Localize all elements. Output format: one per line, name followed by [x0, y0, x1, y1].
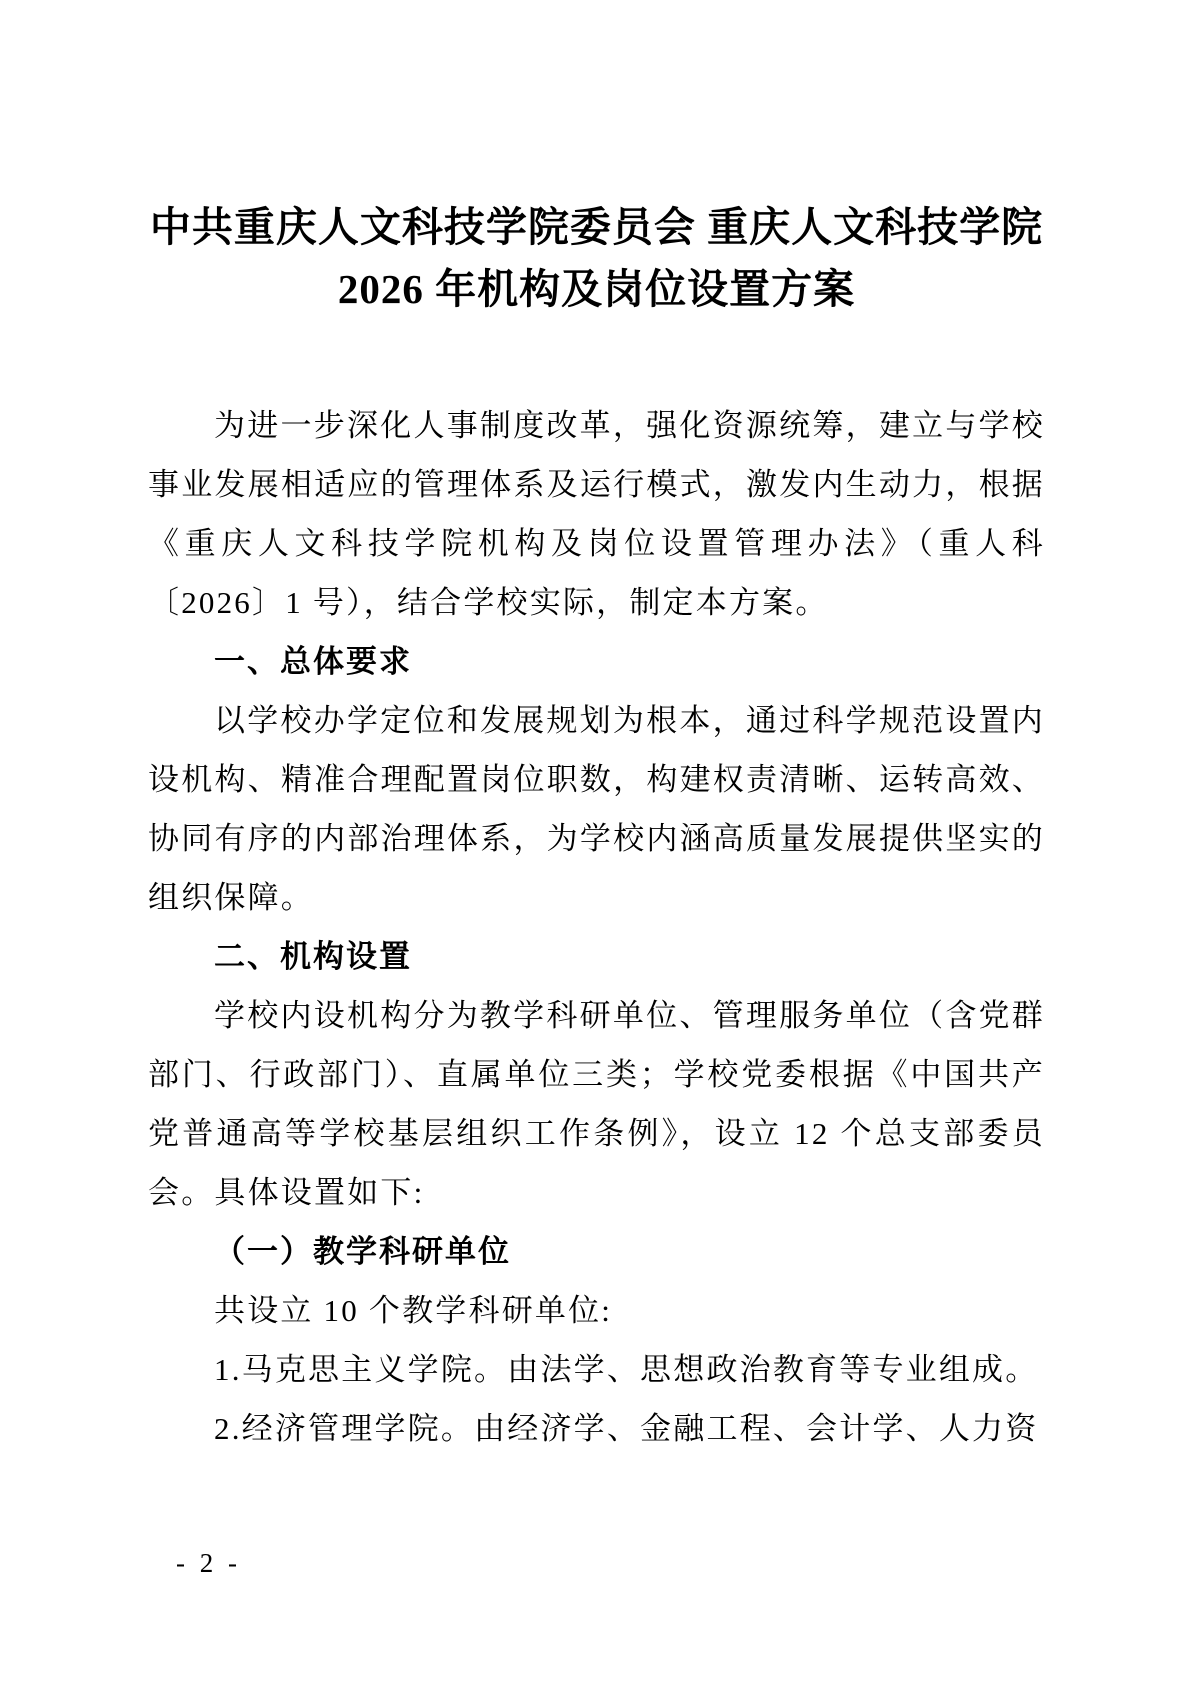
document-title: [148, 196, 1045, 320]
section-1-paragraph: 以学校办学定位和发展规划为根本，通过科学规范设置内设机构、精准合理配置岗位职数，构建权责清晰、运转高效、协同有序的内部治理体系，为学校内涵高质量发展提供坚实的组织保障。: [148, 703, 1045, 915]
unit-list-item-2: 2.经济管理学院。由经济学、金融工程、会计学、人力资: [214, 1411, 1039, 1446]
title-line-2: 2026 年机构及岗位设置方案: [337, 266, 856, 312]
section-1-heading: 一、总体要求: [214, 644, 412, 679]
unit-list-item-1: 1.马克思主义学院。由法学、思想政治教育等专业组成。: [214, 1352, 1039, 1387]
subsection-1-heading: （一）教学科研单位: [214, 1234, 511, 1269]
title-line-1: 中共重庆人文科技学院委员会 重庆人文科技学院: [149, 204, 1044, 250]
section-2-paragraph: 学校内设机构分为教学科研单位、管理服务单位（含党群部门、行政部门）、直属单位三类；学校党委根据《中国共产党普通高等学校基层组织工作条例》，设立 12 个总支部委员会。具体设置如下:: [148, 998, 1045, 1210]
units-count-paragraph: 共设立 10 个教学科研单位:: [214, 1293, 613, 1328]
page-number: - 2 -: [176, 1548, 241, 1578]
section-2-heading: 二、机构设置: [214, 939, 412, 974]
document-body: [148, 396, 1045, 1458]
intro-paragraph: 为进一步深化人事制度改革，强化资源统筹，建立与学校事业发展相适应的管理体系及运行模式，激发内生动力，根据《重庆人文科技学院机构及岗位设置管理办法》（重人科〔2026〕1 号），结合学校实际，制定本方案。: [148, 408, 1045, 620]
